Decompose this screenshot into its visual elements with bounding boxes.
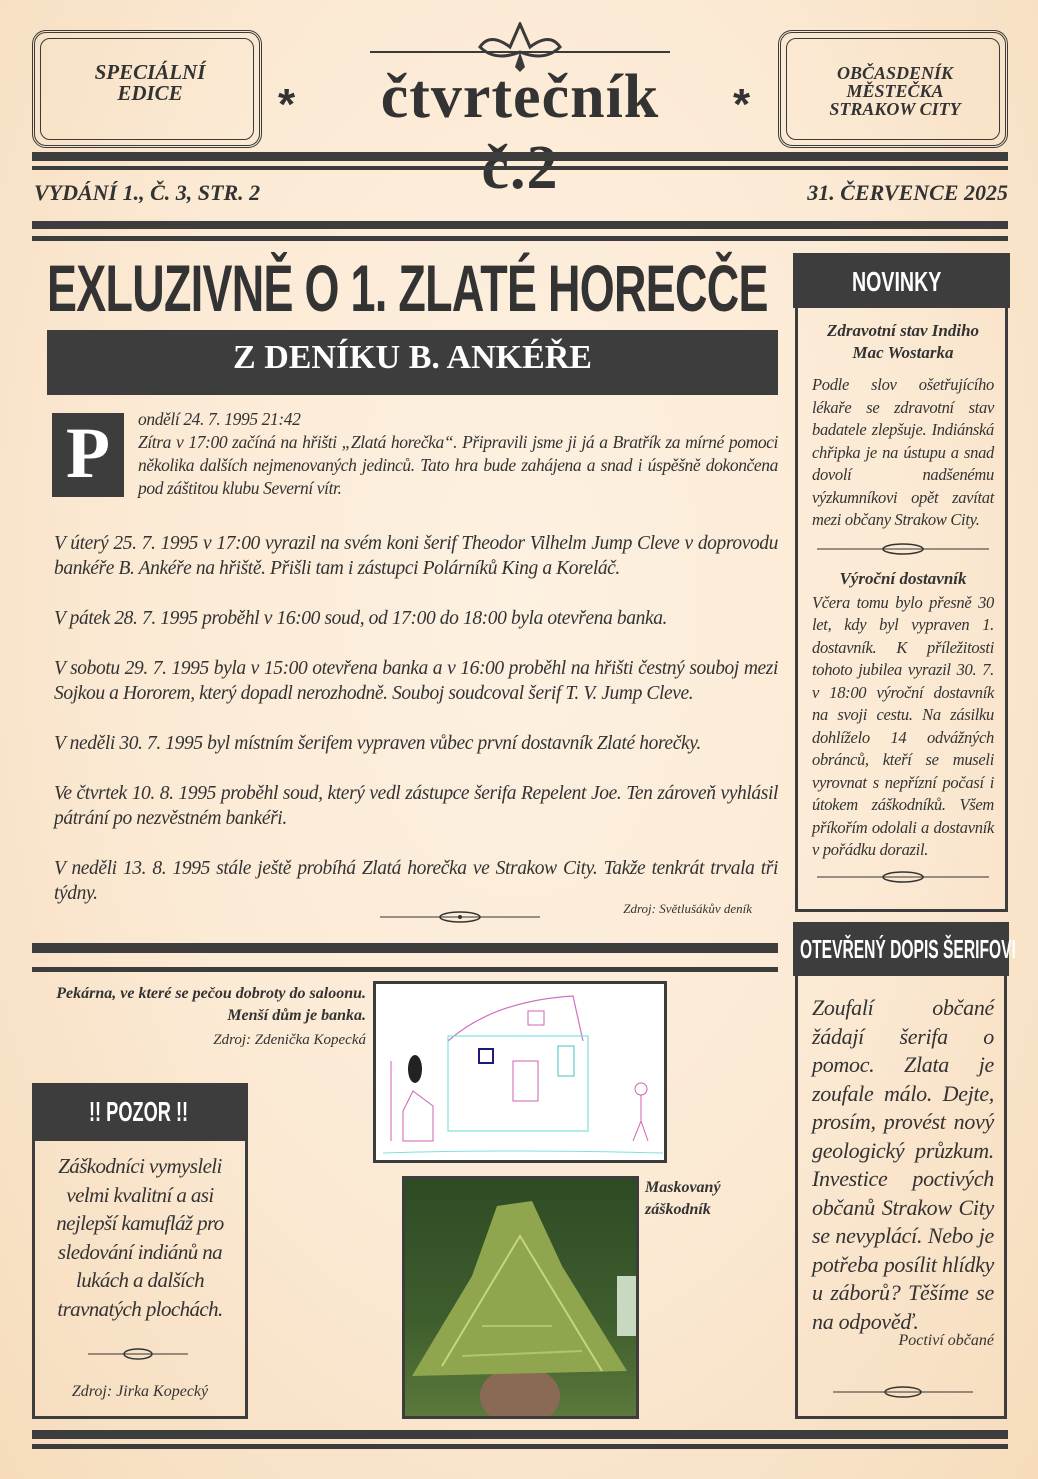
news-header: NOVINKY <box>852 266 942 297</box>
child-drawing-image <box>373 981 667 1163</box>
warning-text: Záškodníci vymysleli velmi kvalitní a asi nejlepší kamufláž pro sledování indiánů na lukách a dalších travnatých plochách. <box>56 1154 224 1321</box>
right-box-line: MĚSTEČKA <box>846 81 944 101</box>
camouflage-photo <box>402 1176 639 1419</box>
divider <box>32 943 778 953</box>
issue-date: 31. ČERVENCE 2025 <box>807 180 1008 205</box>
ornament-divider-icon <box>833 1385 973 1399</box>
article-source: Zdroj: Světlušákův deník <box>623 901 752 916</box>
left-box-line: EDICE <box>117 81 183 105</box>
drawing-source: Zdroj: Zdenička Kopecká <box>213 1032 366 1048</box>
entry-date: ondělí 24. 7. 1995 21:42 <box>138 409 301 429</box>
news-item-title: Zdravotní stav Indiho Mac Wostarka <box>826 321 980 362</box>
divider <box>32 1444 1008 1449</box>
news-item-text: Podle slov ošetřujícího lékaře se zdravotní stav badatele zlepšuje. Indiánská chřipka je na ústupu a snad dovolí nadšenému výzkumníkovi opět zavítat mezi občany Strakow City. <box>812 375 994 529</box>
paragraph: V úterý 25. 7. 1995 v 17:00 vyrazil na svém koni šerif Theodor Vilhelm Jump Cleve v doprovodu bankéře B. Ankéře na hřiště. Přišli tam i zástupci Polárníků King a Koreláč. <box>54 533 778 579</box>
news-item-text: Včera tomu bylo přesně 30 let, kdy byl vypraven 1. dostavník. K příležitosti tohoto jubilea vyrazil 30. 7. v 18:00 výroční dostavník na svoji cestu. Na zásilku dohlíželo 14 odvážných obránců, kteří se museli vyrovnat s nepřízní počasí i útokem záškodníků. Všem příkořím odolali a dostavník v pořádku dorazil. <box>812 592 994 859</box>
paragraph: V neděli 13. 8. 1995 stále ještě probíhá Zlatá horečka ve Strakow City. Takže tenkrát trvala tři týdny. <box>54 858 778 904</box>
subheadline: Z DENÍKU B. ANKÉŘE <box>233 339 592 376</box>
divider <box>32 152 1008 161</box>
paragraph: V pátek 28. 7. 1995 proběhl v 16:00 soud, od 17:00 do 18:00 byla otevřena banka. <box>54 608 668 629</box>
drop-cap: P <box>66 413 110 493</box>
caption-line: Pekárna, ve které se pečou dobroty do saloonu. <box>56 985 366 1002</box>
ornament-divider-icon <box>88 1347 188 1361</box>
ornament-divider-icon <box>812 870 994 884</box>
divider <box>32 236 1008 241</box>
warning-source: Zdroj: Jirka Kopecký <box>71 1383 209 1400</box>
divider <box>32 221 1008 229</box>
ornament-divider-icon <box>380 910 540 924</box>
warning-header: !! POZOR !! <box>89 1096 189 1127</box>
drawing-caption <box>26 983 366 1051</box>
news-content <box>812 320 994 884</box>
entry-text: Zítra v 17:00 začíná na hřišti „Zlatá horečka“. Připravili jsme ji já a Bratřík za mírné pomoci několika dalších nejmenovaných jedinců. Tato hra bude zahájena a snad i úspěšně dokončena pod záštitou klubu Severní vítr. <box>138 432 778 498</box>
first-paragraph <box>138 408 778 500</box>
letter-text: Zoufalí občané žádají šerifa o pomoc. Zlata je zoufale málo. Dejte, prosím, provést nový geologický průzkum. Investice poctivých občanů Strakow City se nevyplácí. Nebo je potřeba posílit hlídky u záborů? Těšíme se na odpověď. <box>812 995 994 1334</box>
divider <box>32 967 778 972</box>
periodical-label <box>800 64 990 118</box>
asterisk-left: * <box>278 80 296 129</box>
paragraph: V neděli 30. 7. 1995 byl místním šerifem vypraven vůbec první dostavník Zlaté horečky. <box>54 733 701 754</box>
newspaper-title: čtvrtečník <box>380 63 660 131</box>
right-box-line: STRAKOW CITY <box>829 99 961 119</box>
issue-info: VYDÁNÍ 1., Č. 3, STR. 2 <box>34 180 261 205</box>
right-box-line: OBČASDENÍK <box>836 63 954 83</box>
asterisk-right: * <box>733 80 751 129</box>
paragraph: Ve čtvrtek 10. 8. 1995 proběhl soud, který vedl zástupce šerifa Repelent Joe. Ten zároveň vyhlásil pátrání po nezvěstném bankéři. <box>54 783 778 829</box>
caption-line: Menší dům je banka. <box>227 1007 366 1024</box>
photo-caption: Maskovaný záškodník <box>645 1179 721 1218</box>
special-edition-label <box>60 62 240 104</box>
paragraph: V sobotu 29. 7. 1995 byla v 15:00 otevřena banka a v 16:00 proběhl na hřišti čestný souboj mezi Sojkou a Hororem, který dopadl nerozhodně. Souboj soudcoval šerif T. V. Jump Cleve. <box>54 658 778 704</box>
divider <box>32 166 1008 170</box>
left-box-line: SPECIÁLNÍ <box>94 60 206 84</box>
ornament-divider-icon <box>812 542 994 556</box>
letter-header: OTEVŘENÝ DOPIS ŠERIFOVI <box>800 934 1016 964</box>
headline: EXLUZIVNĚ O 1. ZLATÉ HORECČE <box>47 251 768 325</box>
divider <box>32 1430 1008 1439</box>
letter-signature: Poctiví občané <box>898 1332 994 1349</box>
news-item-title: Výroční dostavník <box>839 568 967 588</box>
